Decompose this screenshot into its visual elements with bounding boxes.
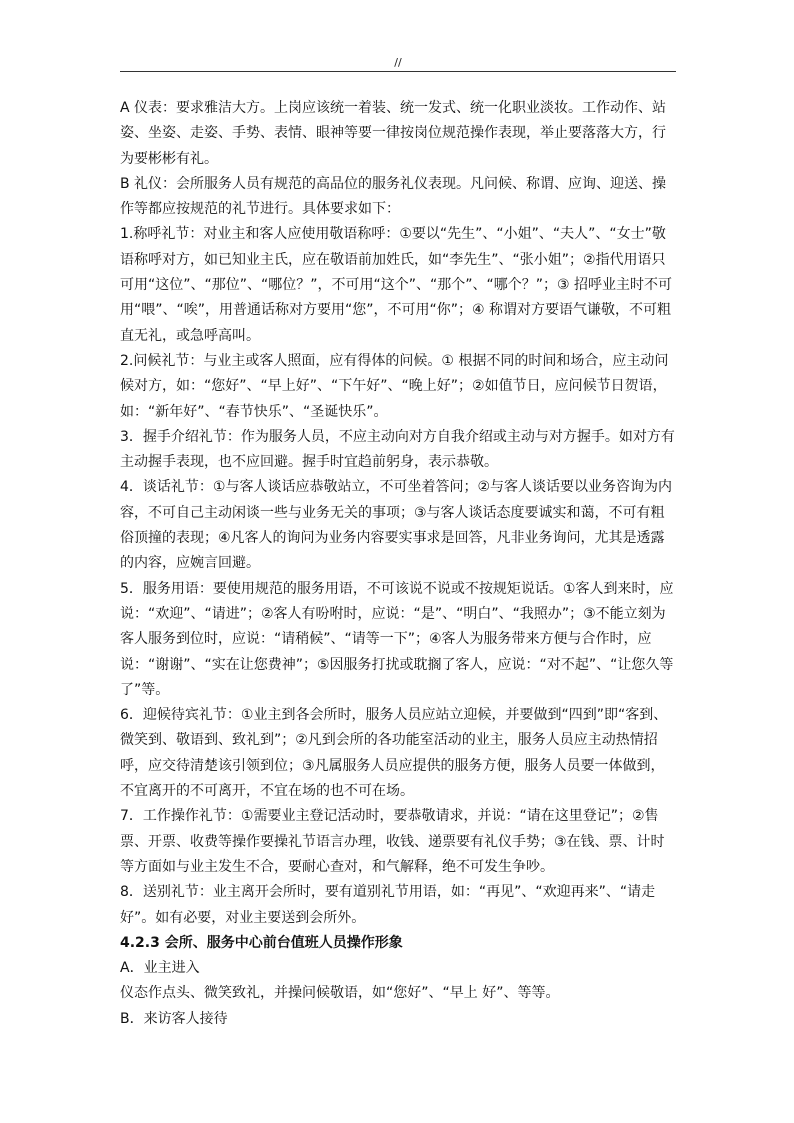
section-heading: 4.2.3 会所、服务中心前台值班人员操作形象 bbox=[120, 934, 403, 951]
subheading-visitor-reception: B．来访客人接待 bbox=[120, 1010, 228, 1027]
paragraph-appearance: A 仪表：要求雅洁大方。上岗应该统一着装、统一发式、统一化职业淡妆。工作动作、站姿、坐姿、走姿、手势、表情、眼神等要一律按岗位规范操作表现，举止要落落大方，行为要彬彬有礼。 bbox=[120, 100, 667, 167]
header-rule bbox=[120, 71, 676, 72]
paragraph-greeting: 2.问候礼节：与业主或客人照面，应有得体的问候。① 根据不同的时间和场合，应主动问候对方，如：“您好”、“早上好”、“下午好”、“晚上好”；②如值节日，应问候节日贺语，如：“新年好”、“春节快乐”、“圣诞快乐”。 bbox=[120, 352, 669, 420]
paragraph-farewell: 8．送别礼节：业主离开会所时，要有道别礼节用语，如：“再见”、“欢迎再来”、“请走好”。如有必要，对业主要送到会所外。 bbox=[120, 884, 656, 926]
paragraph-service-language: 5．服务用语：要使用规范的服务用语，不可该说不说或不按规矩说话。①客人到来时，应说：“欢迎”、“请进”；②客人有吩咐时，应说：“是”、“明白”、“我照办”；③不能立刻为客人服务到位时，应说：“请稍候”、“请等一下”；④客人为服务带来方便与合作时，应说：“谢谢”、“实在让您费神”；⑤因服务打扰或耽搁了客人，应说：“对不起”、“让您久等了”等。 bbox=[120, 580, 674, 698]
paragraph-etiquette: B 礼仪：会所服务人员有规范的高品位的服务礼仪表现。凡问候、称谓、应询、迎送、操作等都应按规范的礼节进行。具体要求如下： bbox=[120, 175, 667, 218]
paragraph-operation: 7．工作操作礼节：①需要业主登记活动时，要恭敬请求，并说：“请在这里登记”；②售票、开票、收费等操作要操礼节语言办理，收钱、递票要有礼仪手势；③在钱、票、计时等方面如与业主发生不合，要耐心查对，和气解释，绝不可发生争吵。 bbox=[120, 808, 665, 875]
paragraph-handshake: 3．握手介绍礼节：作为服务人员，不应主动向对方自我介绍或主动与对方握手。如对方有主动握手表现，也不应回避。握手时宜趋前躬身，表示恭敬。 bbox=[120, 428, 675, 471]
document-body bbox=[120, 96, 676, 1032]
paragraph-owner-entry: 仪态作点头、微笑致礼，并操问候敬语，如“您好”、“早上 好”、等等。 bbox=[120, 985, 560, 1002]
paragraph-conversation: 4．谈话礼节：①与客人谈话应恭敬站立，不可坐着答问；②与客人谈话要以业务咨询为内容，不可自己主动闲谈一些与业务无关的事项；③与客人谈话态度要诚实和蔼，不可有粗俗顶撞的表现；④凡客人的询问为业务内容要实事求是回答，凡非业务询问，尤其是透露的内容，应婉言回避。 bbox=[120, 479, 673, 572]
page-header-mark: // bbox=[394, 56, 402, 69]
subheading-owner-entry: A．业主进入 bbox=[120, 960, 200, 977]
paragraph-reception: 6．迎候待宾礼节：①业主到各会所时，服务人员应站立迎候，并要做到“四到”即“客到、微笑到、敬语到、致礼到”；②凡到会所的各功能室活动的业主，服务人员应主动热情招呼，应交待清楚该引领到位；③凡属服务人员应提供的服务方便，服务人员要一体做到，不宜离开的不可离开，不宜在场的也不可在场。 bbox=[120, 707, 668, 800]
paragraph-addressing: 1.称呼礼节：对业主和客人应使用敬语称呼：①要以“先生”、“小姐”、“夫人”、“女士”敬语称呼对方，如已知业主氏，应在敬语前加姓氏，如“李先生”、“张小姐”；②指代用语只可用“这位”、“那位”、“哪位？”，不可用“这个”、“那个”、“哪个？”；③ 招呼业主时不可用“喂”、“唉”，用普通话称对方要用“您”，不可用“你”；④ 称谓对方要语气谦敬，不可粗直无礼，或急呼高叫。 bbox=[120, 226, 673, 344]
